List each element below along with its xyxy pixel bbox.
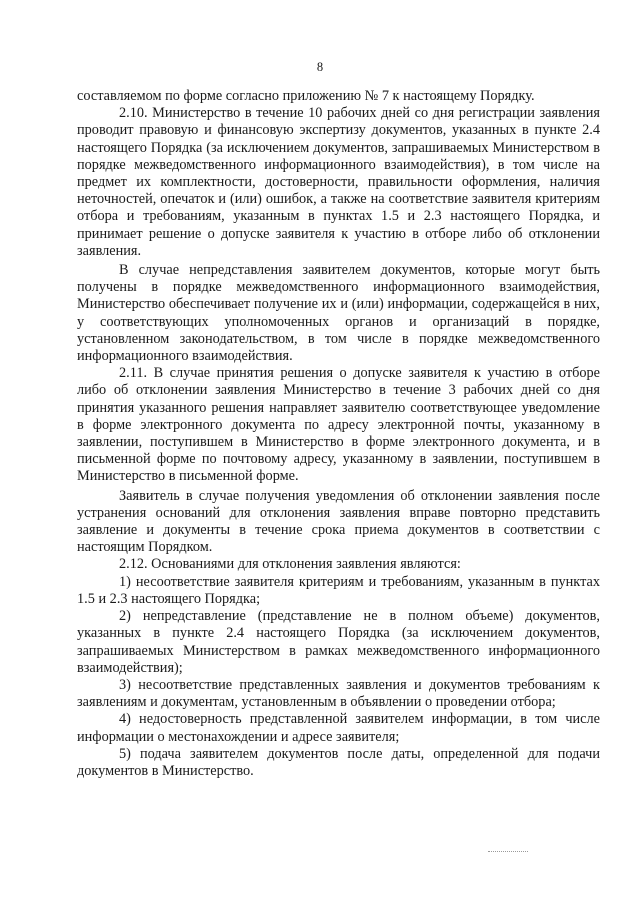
list-item-1: 1) несоответствие заявителя критериям и требованиям, указанным в пунктах 1.5 и 2.3 настоящего Порядка; bbox=[77, 573, 600, 607]
paragraph-interagency-request: В случае непредставления заявителем документов, которые могут быть получены в порядке межведомственного информационного взаимодействия, Министерство обеспечивает получение их и (или) информации, содержащейся в них, у соответствующих уполномоченных органов и организаций в порядке, установленном законодательством, в том числе в порядке межведомственного информационного взаимодействия. bbox=[77, 262, 600, 365]
paragraph-2-10: 2.10. Министерство в течение 10 рабочих дней со дня регистрации заявления проводит правовую и финансовую экспертизу документов, указанных в пункте 2.4 настоящего Порядка (за исключением документов, запрашиваемых Министерством в порядке межведомственного информационного взаимодействия), в том числе на предмет их комплектности, достоверности, правильности оформления, наличия неточностей, опечаток и (или) ошибок, а также на соответствие заявителя критериям отбора и требованиям, указанным в пунктах 1.5 и 2.3 настоящего Порядка, и принимает решение о допуске заявителя к участию в отборе либо об отклонении заявления. bbox=[77, 105, 600, 259]
list-item-2: 2) непредставление (представление не в полном объеме) документов, указанных в пункте 2.4 настоящего Порядка (за исключением документов, запрашиваемых Министерством в рамках межведомственного информационного взаимодействия); bbox=[77, 608, 600, 676]
list-item-4: 4) недостоверность представленной заявителем информации, в том числе информации о местонахождении и адресе заявителя; bbox=[77, 711, 600, 745]
list-item-5: 5) подача заявителем документов после даты, определенной для подачи документов в Министерство. bbox=[77, 745, 600, 779]
paragraph-continuation: составляемом по форме согласно приложению № 7 к настоящему Порядку. bbox=[77, 88, 535, 104]
list-item-3: 3) несоответствие представленных заявления и документов требованиям к заявлениям и документам, установленным в объявлении о проведении отбора; bbox=[77, 676, 600, 711]
paragraph-2-11: 2.11. В случае принятия решения о допуске заявителя к участию в отборе либо об отклонении заявления Министерство в течение 3 рабочих дней со дня принятия указанного решения направляет заявителю соответствующее уведомление в форме электронного документа по адресу электронной почты, указанному в заявлении, поступившем в Министерство в форме электронного документа, и в письменной форме по почтовому адресу, указанному в заявлении, поступившем в Министерство в письменной форме. bbox=[77, 365, 600, 485]
paragraph-resubmission: Заявитель в случае получения уведомления об отклонении заявления после устранения оснований для отклонения заявления вправе повторно представить заявление и документы в течение срока приема документов в соответствии с настоящим Порядком. bbox=[77, 487, 600, 556]
paragraph-2-12: 2.12. Основаниями для отклонения заявления являются: bbox=[119, 556, 461, 573]
document-body bbox=[77, 88, 600, 780]
page-number: 8 bbox=[316, 60, 324, 74]
scan-artifact bbox=[488, 851, 528, 853]
